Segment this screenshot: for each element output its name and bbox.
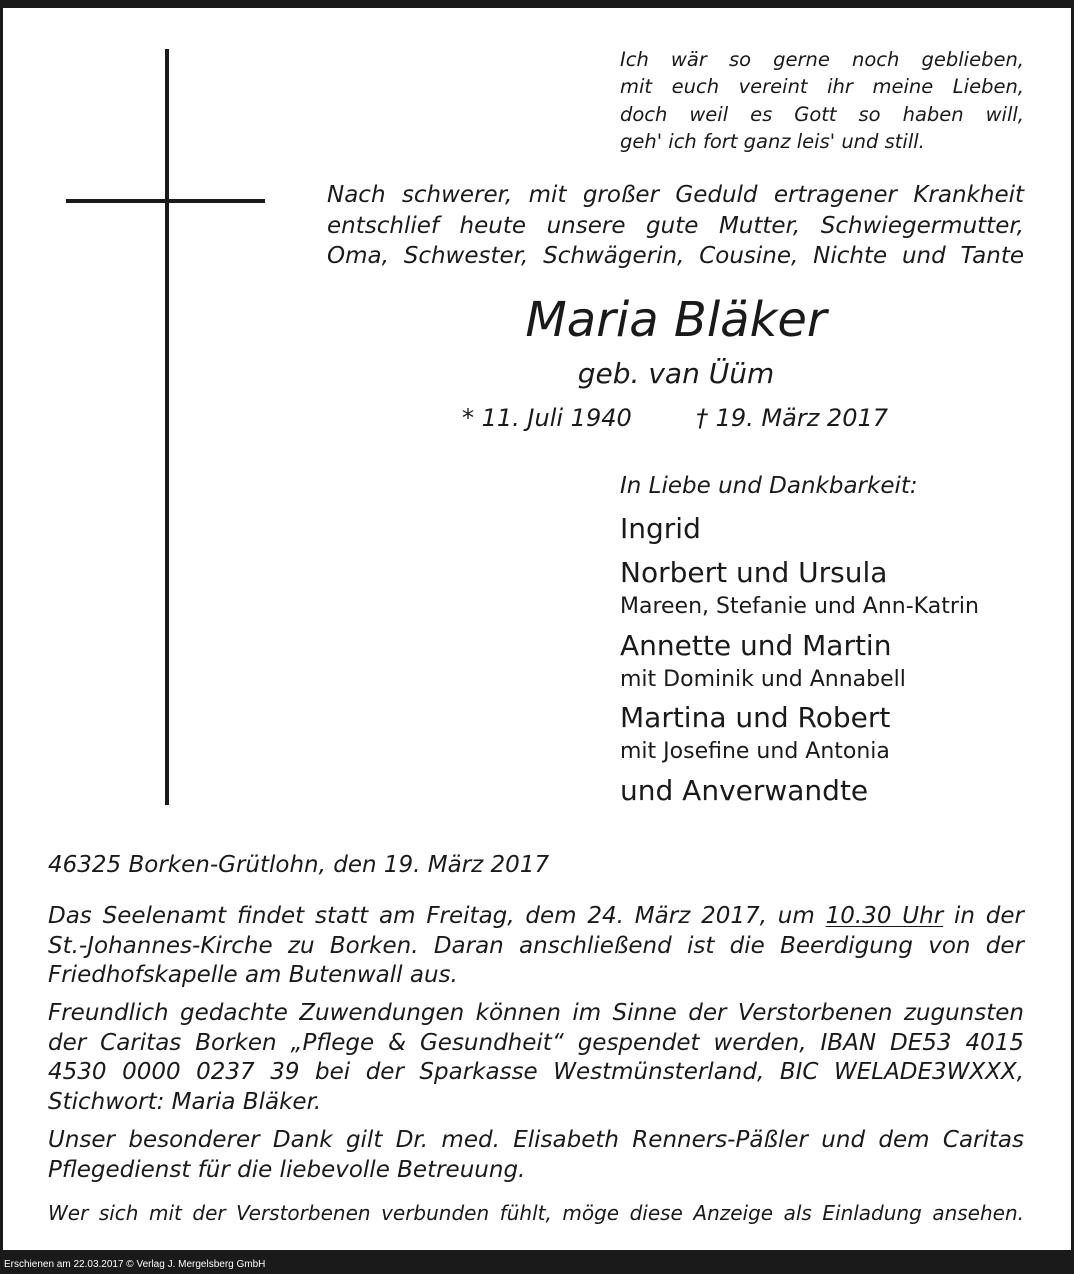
announcement-intro: [327, 180, 1024, 272]
mourners-heading: In Liebe und Dankbarkeit:: [620, 473, 918, 499]
poem-line: Ich wär so gerne noch geblieben,: [620, 48, 1024, 71]
poem-line: doch weil es Gott so haben will,: [620, 102, 1024, 126]
mourner-name: Martina und Robert: [620, 701, 891, 734]
intro-line: entschlief heute unsere gute Mutter, Schwiegermutter,: [327, 212, 1024, 239]
donation-line: 4530 0000 0237 39 bei der Sparkasse Westmünsterland, BIC WELADE3WXXX,: [48, 1059, 1024, 1086]
poem-line: mit euch vereint ihr meine Lieben,: [620, 75, 1024, 99]
service-line: St.-Johannes-Kirche zu Borken. Daran anschließend ist die Beerdigung von der: [48, 932, 1024, 959]
mourner-children: Mareen, Stefanie und Ann-Katrin: [620, 594, 979, 619]
donation-paragraph: [48, 999, 1024, 1118]
service-paragraph: [48, 902, 1024, 991]
donation-line: der Caritas Borken „Pflege & Gesundheit“ gespendet werden, IBAN DE53 4015: [48, 1029, 1024, 1056]
mourner-name: Ingrid: [620, 512, 701, 545]
poem-line: geh' ich fort ganz leis' und still.: [620, 129, 925, 153]
poem: [620, 46, 1024, 155]
intro-line: Oma, Schwester, Schwägerin, Cousine, Nichte und Tante: [327, 243, 1024, 270]
gratitude-line: Pflegedienst für die liebevolle Betreuung.: [48, 1156, 526, 1183]
mourner-children: mit Dominik und Annabell: [620, 667, 906, 692]
mourner-name: Annette und Martin: [620, 629, 892, 662]
cross-icon-vertical: [165, 49, 169, 805]
closing-note: Wer sich mit der Verstorbenen verbunden fühlt, möge diese Anzeige als Einladung ansehen.: [48, 1201, 1024, 1225]
deceased-name: Maria Bläker: [525, 292, 827, 348]
birth-name: geb. van Üüm: [577, 357, 775, 390]
cross-icon-horizontal: [66, 199, 265, 203]
gratitude-paragraph: [48, 1126, 1024, 1185]
mourner-name: und Anverwandte: [620, 774, 869, 807]
intro-line: Nach schwerer, mit großer Geduld ertragener Krankheit: [327, 182, 1024, 208]
publication-footer: Erschienen am 22.03.2017 © Verlag J. Mergelsberg GmbH: [4, 1259, 266, 1270]
donation-line: Stichwort: Maria Bläker.: [48, 1089, 322, 1116]
donation-line: Freundlich gedachte Zuwendungen können im Sinne der Verstorbenen zugunsten: [48, 1000, 1024, 1026]
service-line: Das Seelenamt findet statt am Freitag, dem 24. März 2017, um 10.30 Uhr in der: [48, 903, 1024, 929]
death-date: † 19. März 2017: [696, 404, 889, 432]
place-and-date: 46325 Borken-Grütlohn, den 19. März 2017: [48, 852, 550, 878]
service-line: Friedhofskapelle am Butenwall aus.: [48, 962, 458, 989]
mourner-children: mit Josefine und Antonia: [620, 739, 890, 764]
gratitude-line: Unser besonderer Dank gilt Dr. med. Elisabeth Renners-Päßler und dem Caritas: [48, 1127, 1024, 1153]
mourner-name: Norbert und Ursula: [620, 556, 888, 589]
birth-date: * 11. Juli 1940: [462, 404, 632, 432]
service-time: 10.30 Uhr: [825, 903, 944, 929]
